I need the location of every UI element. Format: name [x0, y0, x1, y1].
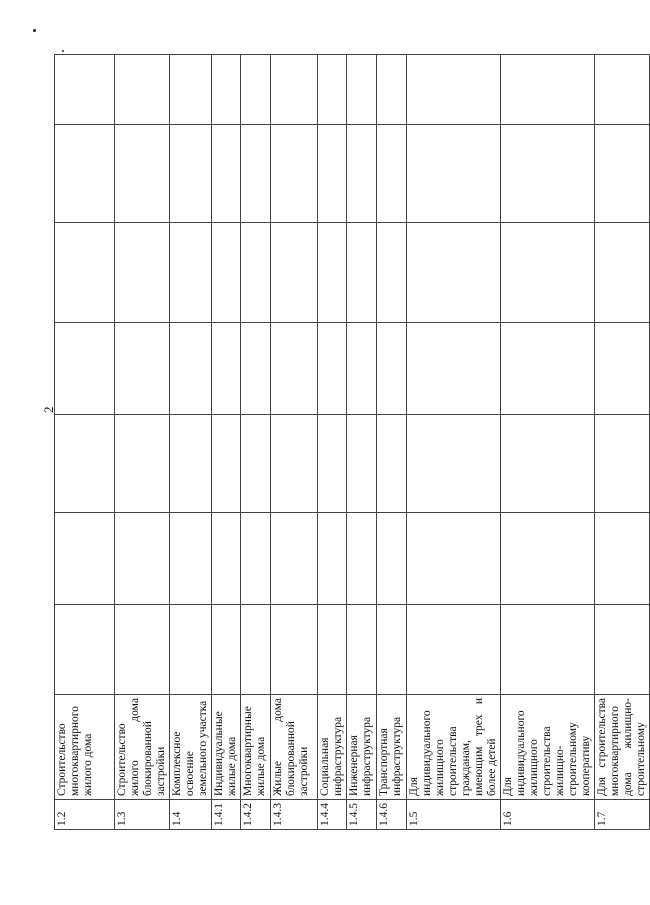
- table-cell-empty: [407, 223, 501, 323]
- table-row: [241, 55, 271, 830]
- table-cell-empty: [407, 605, 501, 695]
- table-cell-empty: [212, 223, 241, 323]
- table-cell-empty: [212, 55, 241, 125]
- table-cell-empty: [115, 125, 170, 223]
- row-name: Для индивидуального жилищного строительства жилищно-строительному кооперативу: [501, 695, 595, 800]
- table-cell-empty: [501, 415, 595, 513]
- table-cell-empty: [318, 605, 347, 695]
- row-number: 1.4: [170, 800, 212, 830]
- table-cell-empty: [55, 55, 115, 125]
- row-number: 1.3: [115, 800, 170, 830]
- table-cell-empty: [170, 223, 212, 323]
- table-cell-empty: [212, 605, 241, 695]
- row-number: 1.4.2: [241, 800, 271, 830]
- table-row: [318, 55, 347, 830]
- table-cell-empty: [318, 415, 347, 513]
- table-cell-empty: [595, 415, 650, 513]
- table-cell-empty: [170, 55, 212, 125]
- table-cell-empty: [407, 415, 501, 513]
- row-number: 1.6: [501, 800, 595, 830]
- table-cell-empty: [271, 125, 318, 223]
- table-cell-empty: [241, 323, 271, 415]
- table-row: [115, 55, 170, 830]
- rotated-table-wrapper: [54, 55, 647, 830]
- row-name: Для индивидуального жилищного строительства гражданам, имеющим трех и более детей: [407, 695, 501, 800]
- table-cell-empty: [501, 513, 595, 605]
- table-row: [271, 55, 318, 830]
- table-cell-empty: [115, 223, 170, 323]
- table-cell-empty: [377, 415, 407, 513]
- table-cell-empty: [170, 323, 212, 415]
- row-name: Социальная инфраструктура: [318, 695, 347, 800]
- row-number: 1.4.5: [347, 800, 377, 830]
- table-cell-empty: [347, 415, 377, 513]
- table-cell-empty: [595, 605, 650, 695]
- table-cell-empty: [377, 605, 407, 695]
- table-row: [407, 55, 501, 830]
- row-number: 1.4.3: [271, 800, 318, 830]
- row-name: Многоквартирные жилые дома: [241, 695, 271, 800]
- row-number: 1.2: [55, 800, 115, 830]
- table-row: [212, 55, 241, 830]
- table-cell-empty: [595, 55, 650, 125]
- table-cell-empty: [241, 605, 271, 695]
- row-name: Инженерная инфраструктура: [347, 695, 377, 800]
- table-cell-empty: [501, 223, 595, 323]
- scan-speck: [33, 29, 36, 32]
- table-cell-empty: [55, 223, 115, 323]
- table-cell-empty: [55, 513, 115, 605]
- table-cell-empty: [212, 513, 241, 605]
- table-cell-empty: [115, 513, 170, 605]
- table-cell-empty: [241, 223, 271, 323]
- table-body: [55, 55, 650, 830]
- table-cell-empty: [115, 323, 170, 415]
- table-cell-empty: [377, 125, 407, 223]
- table-cell-empty: [407, 55, 501, 125]
- row-number: 1.7: [595, 800, 650, 830]
- table-cell-empty: [347, 323, 377, 415]
- table-cell-empty: [271, 415, 318, 513]
- row-number: 1.4.4: [318, 800, 347, 830]
- table-cell-empty: [55, 125, 115, 223]
- row-number: 1.4.6: [377, 800, 407, 830]
- row-name: Строительство многоквартирного жилого дома: [55, 695, 115, 800]
- table-cell-empty: [377, 223, 407, 323]
- row-name: Транспортная инфраструктура: [377, 695, 407, 800]
- table-cell-empty: [271, 323, 318, 415]
- table-row: [377, 55, 407, 830]
- table-cell-empty: [241, 415, 271, 513]
- table-row: [347, 55, 377, 830]
- row-number: 1.5: [407, 800, 501, 830]
- table-row: [501, 55, 595, 830]
- table-cell-empty: [501, 605, 595, 695]
- table-cell-empty: [271, 605, 318, 695]
- table-cell-empty: [55, 323, 115, 415]
- table-cell-empty: [241, 513, 271, 605]
- table-cell-empty: [407, 323, 501, 415]
- table-cell-empty: [212, 323, 241, 415]
- table-cell-empty: [377, 323, 407, 415]
- table-cell-empty: [241, 55, 271, 125]
- table-cell-empty: [212, 415, 241, 513]
- table-cell-empty: [347, 605, 377, 695]
- document-table: [54, 54, 650, 830]
- table-cell-empty: [170, 415, 212, 513]
- table-cell-empty: [170, 125, 212, 223]
- table-cell-empty: [212, 125, 241, 223]
- row-name: Индивидуальные жилые дома: [212, 695, 241, 800]
- page-number: 2: [41, 406, 56, 413]
- table-cell-empty: [318, 323, 347, 415]
- table-cell-empty: [595, 323, 650, 415]
- row-name: Строительство жилого дома блокированной застройки: [115, 695, 170, 800]
- table-cell-empty: [115, 605, 170, 695]
- table-row: [595, 55, 650, 830]
- row-name: Для строительства многоквартирного дома жилищно-строительному: [595, 695, 650, 800]
- row-number: 1.4.1: [212, 800, 241, 830]
- table-cell-empty: [377, 55, 407, 125]
- table-cell-empty: [55, 415, 115, 513]
- table-cell-empty: [501, 55, 595, 125]
- table-row: [55, 55, 115, 830]
- table-cell-empty: [501, 125, 595, 223]
- table-cell-empty: [271, 55, 318, 125]
- table-cell-empty: [347, 55, 377, 125]
- table-cell-empty: [318, 125, 347, 223]
- scan-speck: [62, 50, 64, 52]
- table-cell-empty: [115, 415, 170, 513]
- table-cell-empty: [318, 223, 347, 323]
- table-cell-empty: [170, 605, 212, 695]
- table-cell-empty: [407, 125, 501, 223]
- table-cell-empty: [595, 125, 650, 223]
- row-name: Комплексное освоение земельного участка: [170, 695, 212, 800]
- row-name: Жилые дома блокированной застройки: [271, 695, 318, 800]
- table-cell-empty: [318, 55, 347, 125]
- table-cell-empty: [377, 513, 407, 605]
- table-cell-empty: [170, 513, 212, 605]
- table-cell-empty: [501, 323, 595, 415]
- table-row: [170, 55, 212, 830]
- table-cell-empty: [241, 125, 271, 223]
- table-cell-empty: [347, 513, 377, 605]
- table-cell-empty: [595, 513, 650, 605]
- table-cell-empty: [271, 223, 318, 323]
- table-cell-empty: [347, 223, 377, 323]
- table-cell-empty: [271, 513, 318, 605]
- table-cell-empty: [595, 223, 650, 323]
- table-cell-empty: [407, 513, 501, 605]
- table-cell-empty: [318, 513, 347, 605]
- table-cell-empty: [115, 55, 170, 125]
- table-cell-empty: [55, 605, 115, 695]
- table-cell-empty: [347, 125, 377, 223]
